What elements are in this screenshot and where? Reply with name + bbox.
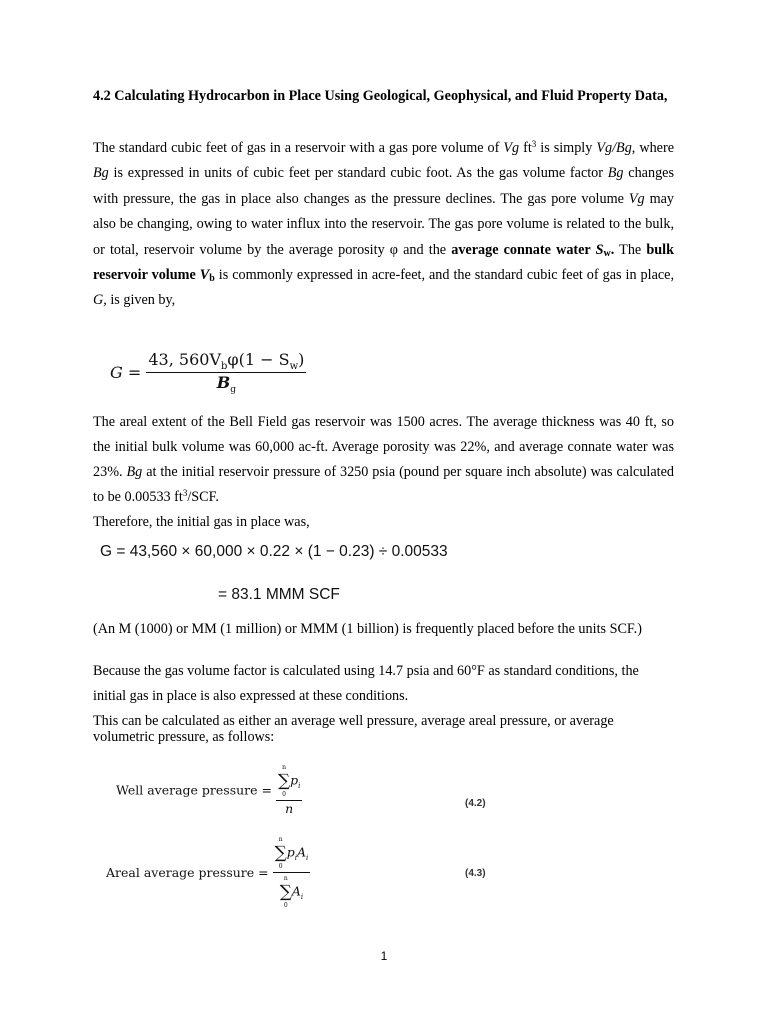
text: may also be changing, owing to water influx into the reservoir. The gas pore volume is related to the bulk, or total, reservoir volume by the average porosity φ and the bbox=[93, 190, 674, 258]
text: B bbox=[216, 373, 231, 393]
text: changes with pressure, the gas in place also changes as the pressure declines. The gas pore volume bbox=[93, 165, 674, 207]
var-s: S bbox=[595, 241, 604, 258]
sum-lower: 0 bbox=[283, 902, 288, 909]
var-vg: Vg bbox=[503, 140, 520, 156]
eq-denominator bbox=[146, 372, 306, 395]
equation-calculation: G = 43,560 × 60,000 × 0.22 × (1 − 0.23) ÷ 0.00533 bbox=[100, 543, 448, 560]
text: The areal extent of the Bell Field gas reservoir was 1500 acres. The average thickness was 40 ft, so the initial bulk volume was 60,000 ac-ft. Average porosity was 22%, and average connate water was 23%. bbox=[93, 414, 674, 480]
equation-result: = 83.1 MMM SCF bbox=[218, 586, 340, 603]
subscript: g bbox=[230, 385, 237, 396]
text: The standard cubic feet of gas in a reservoir with a gas pore volume of bbox=[93, 140, 504, 156]
section-title: 4.2 Calculating Hydrocarbon in Place Using Geological, Geophysical, and Fluid Property Data, bbox=[93, 88, 668, 104]
eq-denominator bbox=[276, 800, 302, 816]
var-vg: Vg bbox=[628, 190, 645, 207]
eq-fraction bbox=[146, 350, 306, 395]
text: A bbox=[291, 883, 301, 899]
text: is expressed in units of cubic feet per standard cubic foot. As the gas volume factor bbox=[108, 165, 608, 182]
var-bg: Bg bbox=[126, 464, 143, 480]
sum-lower: 0 bbox=[278, 863, 283, 870]
text: at the initial reservoir pressure of 3250 psia (pound per square inch absolute) was calculated to be 0.00533 ft bbox=[93, 464, 674, 505]
eq-label: Well average pressure = bbox=[116, 782, 272, 798]
sum-upper: n bbox=[278, 836, 283, 843]
text: A bbox=[297, 844, 307, 860]
text: 43, 560V bbox=[148, 350, 221, 369]
eq-lhs: G = bbox=[110, 363, 142, 383]
eq-denominator bbox=[273, 872, 311, 909]
eq-fraction bbox=[273, 836, 311, 909]
sum-operator bbox=[275, 836, 287, 870]
text: i bbox=[294, 854, 298, 862]
subscript: w bbox=[603, 247, 611, 259]
text: is commonly expressed in acre-feet, and the standard cubic feet of gas in place, bbox=[214, 267, 675, 284]
equation-gas-in-place bbox=[110, 350, 306, 395]
text: . bbox=[610, 241, 615, 258]
page-number: 1 bbox=[380, 949, 388, 963]
paragraph-standard-conditions: Because the gas volume factor is calculated using 14.7 psia and 60°F as standard conditions, the initial gas in place is also expressed at these conditions. bbox=[93, 663, 639, 704]
eq-numerator bbox=[146, 350, 306, 372]
text: average connate water bbox=[451, 241, 596, 258]
subscript: b bbox=[209, 273, 215, 285]
text: /SCF. bbox=[187, 489, 219, 505]
text: φ(1 − S bbox=[227, 350, 290, 369]
var-g: G, bbox=[93, 292, 107, 309]
paragraph-intro bbox=[93, 136, 674, 314]
text: is simply bbox=[536, 140, 597, 156]
equation-well-average-pressure bbox=[116, 764, 302, 816]
text: n bbox=[285, 801, 294, 816]
therefore-line: Therefore, the initial gas in place was, bbox=[93, 514, 310, 530]
equation-areal-average-pressure bbox=[106, 836, 310, 909]
text: bulk reservoir volume bbox=[93, 241, 674, 284]
var-bg: Bg bbox=[607, 165, 624, 182]
text: where bbox=[635, 140, 674, 156]
sigma-symbol: ∑ bbox=[277, 771, 291, 791]
subscript: b bbox=[221, 361, 228, 373]
eq-fraction bbox=[276, 764, 302, 816]
sum-upper: n bbox=[282, 764, 286, 771]
var-vg-bg: Vg/Bg, bbox=[596, 140, 636, 156]
text: p bbox=[290, 772, 299, 788]
paragraph-bell-field bbox=[93, 410, 674, 510]
paragraph-average-pressure: This can be calculated as either an average well pressure, average areal pressure, or average volumetric pressure, as follows: bbox=[93, 713, 614, 745]
sum-operator bbox=[278, 764, 290, 798]
eq-numerator bbox=[276, 764, 302, 800]
text: i bbox=[306, 854, 309, 862]
text: p bbox=[286, 844, 295, 860]
bold-term-connate-water bbox=[451, 242, 614, 258]
text: is given by, bbox=[106, 292, 176, 309]
text: ft bbox=[519, 140, 532, 156]
sum-operator bbox=[280, 875, 292, 909]
sigma-symbol: ∑ bbox=[279, 882, 292, 902]
var-bg: Bg bbox=[93, 165, 109, 182]
text: i bbox=[300, 893, 304, 901]
superscript: 3 bbox=[531, 139, 537, 149]
eq-label: Areal average pressure = bbox=[106, 865, 269, 880]
sigma-symbol: ∑ bbox=[274, 843, 287, 863]
units-note: (An M (1000) or MM (1 million) or MMM (1 billion) is frequently placed before the units SCF.) bbox=[93, 621, 642, 637]
sum-upper: n bbox=[283, 875, 288, 882]
eq-numerator bbox=[273, 836, 311, 872]
sum-lower: 0 bbox=[282, 791, 286, 798]
superscript: 3 bbox=[182, 488, 188, 498]
equation-number-4-3: (4.3) bbox=[465, 868, 486, 879]
equation-number-4-2: (4.2) bbox=[465, 798, 486, 809]
var-v: V bbox=[199, 267, 210, 284]
text: ) bbox=[298, 350, 305, 369]
text: i bbox=[298, 782, 301, 790]
subscript: w bbox=[289, 361, 299, 373]
text: The bbox=[614, 241, 647, 258]
